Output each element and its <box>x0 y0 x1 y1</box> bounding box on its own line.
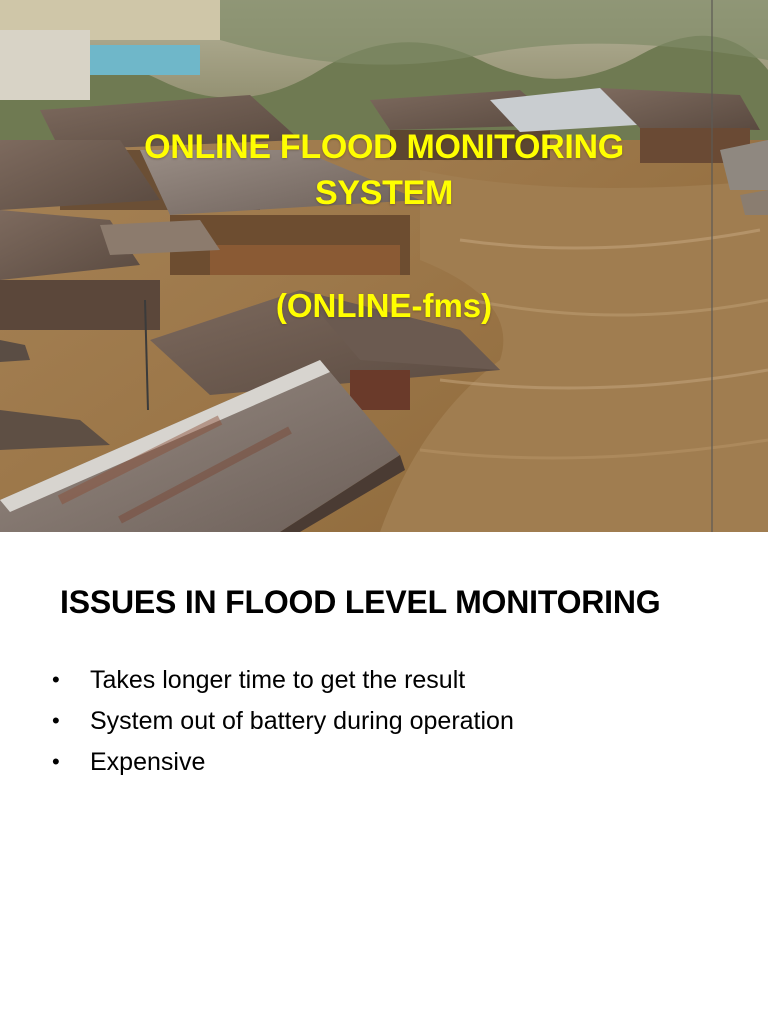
issues-section <box>0 532 768 1024</box>
slide-subtitle: (ONLINE-fms) <box>275 287 493 324</box>
bullet-icon: • <box>52 667 60 692</box>
list-item-text: Takes longer time to get the result <box>90 666 466 694</box>
bullet-icon: • <box>52 749 60 774</box>
bullet-icon: • <box>52 708 60 733</box>
list-item-text: System out of battery during operation <box>90 707 514 735</box>
slide-title <box>0 124 768 216</box>
list-item-text: Expensive <box>90 748 206 776</box>
slide-title-line-1: ONLINE FLOOD MONITORING <box>144 128 624 166</box>
slide-title-line-2: SYSTEM <box>314 174 453 212</box>
section-heading: ISSUES IN FLOOD LEVEL MONITORING <box>60 584 661 620</box>
